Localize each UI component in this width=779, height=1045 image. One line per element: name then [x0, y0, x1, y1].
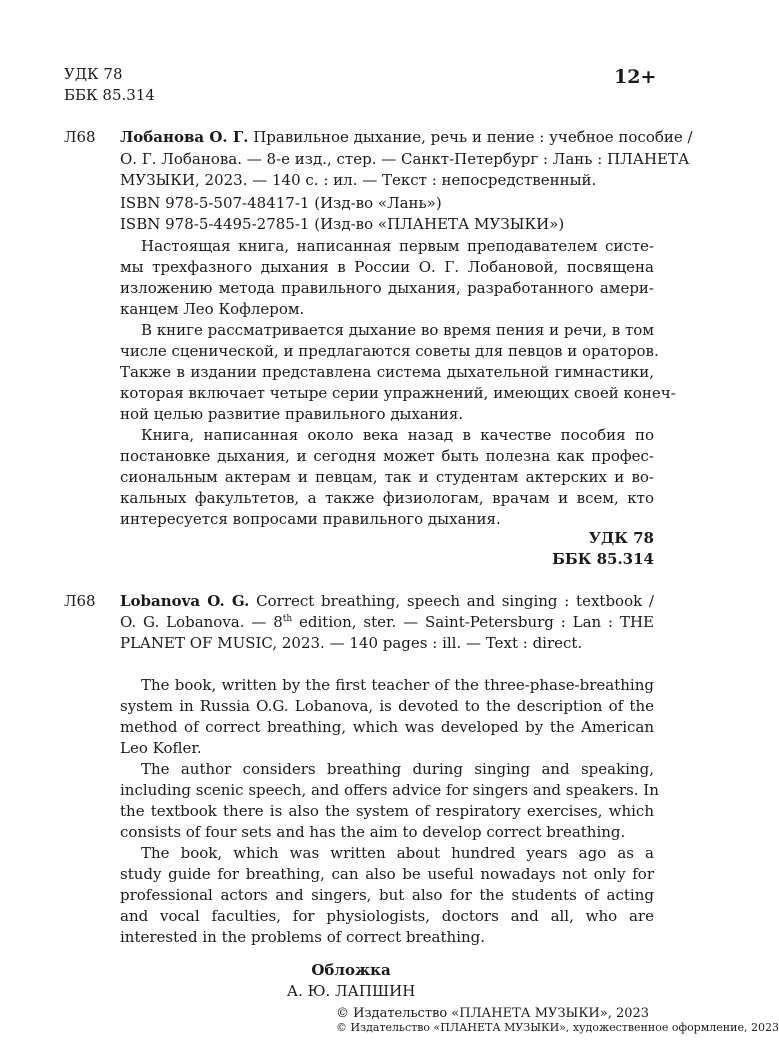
- header-udk: УДК 78: [64, 65, 123, 83]
- en-abstract-line: professional actors and singers, but also for the students of acting: [120, 886, 654, 904]
- ru-abstract-line: Также в издании представлена система дыхательной гимнастики,: [120, 363, 654, 381]
- ru-abstract-line: кальных факультетов, а также физиологам, врачам и всем, кто: [120, 489, 654, 507]
- ru-abstract-line: сиональным актерам и певцам, так и студентам актерских и во-: [120, 468, 654, 486]
- ru-card-author: Лобанова О. Г.: [120, 128, 249, 146]
- ru-abstract-line: Книга, написанная около века назад в качестве пособия по: [141, 426, 654, 444]
- en-card-line-3: PLANET OF MUSIC, 2023. — 140 pages : ill. — Text : direct.: [120, 634, 583, 652]
- en-card-code: Л68: [64, 592, 96, 610]
- en-abstract-line: study guide for breathing, can also be useful nowadays not only for: [120, 865, 654, 883]
- ru-card-line-3: МУЗЫКИ, 2023. — 140 с. : ил. — Текст : непосредственный.: [120, 171, 597, 189]
- ru-abstract-line: Настоящая книга, написанная первым преподавателем систе-: [141, 237, 654, 255]
- ru-abstract-line: изложению метода правильного дыхания, разработанного амери-: [120, 279, 654, 297]
- ru-card-code: Л68: [64, 128, 96, 146]
- ru-card-udk: УДК 78: [588, 529, 654, 547]
- ru-abstract-line: канцем Лео Кофлером.: [120, 300, 305, 318]
- cover-artist: А. Ю. ЛАПШИН: [286, 982, 416, 1000]
- ru-abstract-line: постановке дыхания, и сегодня может быть полезна как профес-: [120, 447, 654, 465]
- ru-card-line-2: О. Г. Лобанова. — 8-е изд., стер. — Санкт-Петербург : Лань : ПЛАНЕТА: [120, 150, 690, 168]
- en-card-author: Lobanova O. G.: [120, 592, 250, 610]
- ru-isbn-1: ISBN 978-5-507-48417-1 (Изд-во «Лань»): [120, 194, 442, 212]
- en-abstract-line: The author considers breathing during singing and speaking,: [141, 760, 654, 778]
- cover-label: Обложка: [311, 961, 391, 979]
- ru-card-bbk: ББК 85.314: [552, 550, 654, 568]
- ordinal-suffix: th: [282, 614, 293, 624]
- en-abstract-line: and vocal faculties, for physiologists, doctors and all, who are: [120, 907, 654, 925]
- ru-abstract-line: ной целью развитие правильного дыхания.: [120, 405, 464, 423]
- en-abstract-line: method of correct breathing, which was developed by the American: [120, 718, 654, 736]
- ru-card-line-1: [120, 127, 693, 148]
- en-abstract-line: including scenic speech, and offers advice for singers and speakers. In: [120, 781, 659, 799]
- en-abstract-line: the textbook there is also the system of respiratory exercises, which: [120, 802, 654, 820]
- en-abstract-line: consists of four sets and has the aim to develop correct breathing.: [120, 823, 626, 841]
- en-card-line-2: O. G. Lobanova. — 8th edition, ster. — Saint-Petersburg : Lan : THE: [120, 613, 654, 631]
- en-card-line-1: [120, 591, 654, 612]
- en-abstract-line: The book, written by the first teacher of the three-phase-breathing: [141, 676, 654, 694]
- ru-abstract-line: интересуется вопросами правильного дыхания.: [120, 510, 501, 528]
- ru-isbn-2: ISBN 978-5-4495-2785-1 (Изд-во «ПЛАНЕТА МУЗЫКИ»): [120, 215, 565, 233]
- ru-abstract-line: которая включает четыре серии упражнений, имеющих своей конеч-: [120, 384, 676, 402]
- ru-abstract-line: мы трехфазного дыхания в России О. Г. Лобановой, посвящена: [120, 258, 654, 276]
- ru-card-title: Правильное дыхание, речь и пение : учебное пособие /: [253, 128, 693, 146]
- en-card-title: Correct breathing, speech and singing : textbook /: [256, 592, 654, 610]
- en-abstract-line: Leo Kofler.: [120, 739, 202, 757]
- en-abstract-line: interested in the problems of correct breathing.: [120, 928, 486, 946]
- ru-abstract-line: числе сценической, и предлагаются советы для певцов и ораторов.: [120, 342, 659, 360]
- ru-abstract-line: В книге рассматривается дыхание во время пения и речи, в том: [141, 321, 655, 339]
- copyright-line-1: © Издательство «ПЛАНЕТА МУЗЫКИ», 2023: [336, 1006, 650, 1021]
- en-abstract-line: system in Russia O.G. Lobanova, is devoted to the description of the: [120, 697, 654, 715]
- age-rating: 12+: [614, 66, 657, 88]
- copyright-line-2: © Издательство «ПЛАНЕТА МУЗЫКИ», художественное оформление, 2023: [336, 1021, 779, 1034]
- en-abstract-line: The book, which was written about hundred years ago as a: [141, 844, 654, 862]
- header-bbk: ББК 85.314: [64, 86, 155, 104]
